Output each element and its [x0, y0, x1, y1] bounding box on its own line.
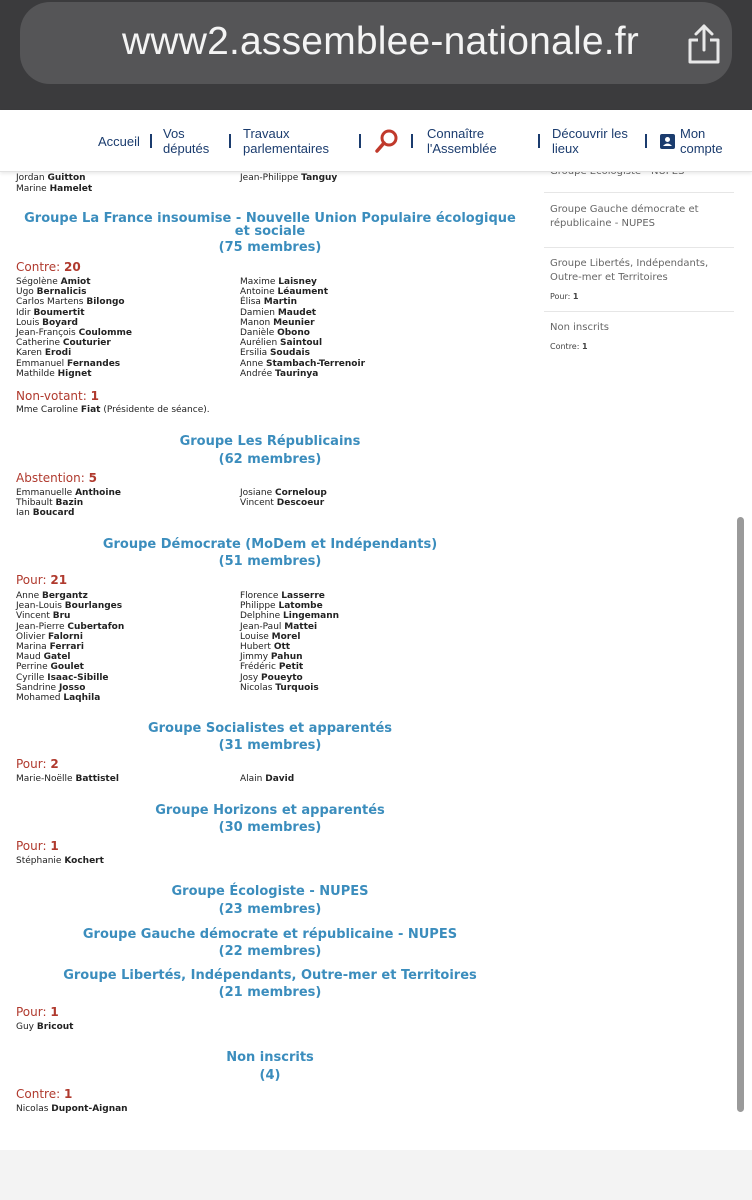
- last-name: Bernalicis: [36, 287, 87, 298]
- list-item: [240, 173, 337, 183]
- last-name: Lingemann: [283, 611, 340, 622]
- deputy-name[interactable]: [240, 369, 365, 379]
- sidebar-item-label: Groupe Libertés, Indépendants, Outre-mer et Territoires: [550, 258, 709, 283]
- nav-vos-deputes-line1: Vos: [163, 126, 185, 141]
- deputy-name[interactable]: [240, 498, 327, 508]
- group-count: (21 membres): [218, 985, 322, 1000]
- first-name: Louis: [16, 317, 43, 328]
- first-name: Sandrine: [16, 682, 59, 693]
- last-name: Pahun: [270, 652, 303, 663]
- deputy-name[interactable]: [240, 622, 339, 632]
- group-count: (31 membres): [218, 738, 322, 753]
- group-title[interactable]: Groupe Les Républicains: [179, 434, 361, 449]
- nav-vos-deputes-line2: députés: [163, 141, 210, 156]
- deputy-name[interactable]: [240, 277, 365, 287]
- position-label: Non-votant:: [16, 389, 87, 403]
- first-name: Jordan: [16, 173, 48, 183]
- last-name: Bilongo: [86, 297, 125, 308]
- deputy-name[interactable]: [16, 642, 124, 652]
- nav-travaux[interactable]: [243, 126, 329, 156]
- last-name: Latombe: [278, 601, 323, 612]
- deputy-name[interactable]: [240, 652, 339, 662]
- deputy-name[interactable]: [16, 1104, 128, 1114]
- group-count: (23 membres): [218, 902, 322, 917]
- group-count: (4): [259, 1068, 281, 1083]
- first-name: Marine: [16, 184, 50, 194]
- names-column-1: [16, 774, 119, 784]
- nav-mon-compte[interactable]: [680, 126, 723, 156]
- first-name: Élisa: [240, 297, 264, 308]
- names-column-2: [240, 591, 339, 693]
- last-name: Taurinya: [275, 368, 319, 379]
- group-title[interactable]: Groupe Horizons et apparentés: [155, 803, 385, 818]
- last-name: Soudais: [269, 348, 310, 359]
- deputy-name[interactable]: [240, 591, 339, 601]
- nav-compte-line1: Mon: [680, 126, 706, 141]
- deputy-name[interactable]: [16, 1022, 74, 1032]
- first-name: Thibault: [16, 498, 56, 509]
- result-label: Pour:: [550, 292, 571, 301]
- last-name: Laisney: [278, 277, 317, 287]
- first-name: Andrée: [240, 368, 276, 379]
- last-name: Mattei: [284, 621, 318, 632]
- last-name: Cubertafon: [67, 621, 125, 632]
- nav-separator: [411, 134, 413, 148]
- deputy-name[interactable]: [16, 488, 121, 498]
- group-title[interactable]: Groupe Libertés, Indépendants, Outre-mer et Territoires: [63, 968, 477, 983]
- group-count: (75 membres): [218, 240, 322, 255]
- last-name: Josso: [58, 682, 86, 693]
- names-column-1: [16, 488, 121, 519]
- nav-travaux-line1: Travaux: [243, 126, 290, 141]
- nav-separator: [645, 134, 647, 148]
- first-name: Jean-Philippe: [240, 173, 302, 183]
- first-name: Manon: [240, 317, 274, 328]
- group-count: (51 membres): [218, 554, 322, 569]
- last-name: Hamelet: [49, 184, 93, 194]
- deputy-name[interactable]: [16, 348, 132, 358]
- deputy-name[interactable]: [240, 488, 327, 498]
- group-count: (62 membres): [218, 452, 322, 467]
- url-text[interactable]: www2.assemblee-nationale.fr: [122, 20, 639, 63]
- first-name: Hubert: [240, 642, 274, 653]
- first-name: Maud: [16, 652, 44, 663]
- last-name: Goulet: [50, 662, 84, 673]
- sidebar-item-result: [550, 292, 734, 301]
- last-name: Amiot: [60, 277, 91, 287]
- deputy-name[interactable]: [240, 642, 339, 652]
- first-name: Karen: [16, 348, 45, 359]
- position-label: Pour:: [16, 1005, 47, 1019]
- deputy-name[interactable]: [16, 774, 119, 784]
- last-name: Ferrari: [49, 642, 84, 653]
- last-name: Bricout: [36, 1022, 74, 1032]
- position-label: Pour:: [16, 573, 47, 587]
- page-footer: [0, 1150, 752, 1200]
- first-name: Stéphanie: [16, 856, 65, 866]
- last-name: Bourlanges: [64, 601, 123, 612]
- first-name: Jean-Louis: [16, 601, 65, 612]
- first-name: Jean-Paul: [240, 621, 285, 632]
- first-name: Idir: [16, 307, 34, 318]
- first-name: Ian: [16, 508, 33, 519]
- deputy-name[interactable]: [16, 611, 124, 621]
- first-name: Damien: [240, 307, 278, 318]
- last-name: Battistel: [75, 774, 119, 784]
- deputy-name[interactable]: [16, 318, 132, 328]
- last-name: Isaac-Sibille: [47, 672, 109, 683]
- deputy-name[interactable]: [240, 348, 365, 358]
- deputy-name[interactable]: [16, 328, 132, 338]
- deputy-name[interactable]: [16, 359, 132, 369]
- first-name: Delphine: [240, 611, 283, 622]
- deputy-name[interactable]: [240, 673, 339, 683]
- deputy-name[interactable]: [16, 508, 121, 518]
- first-name: Anne: [16, 591, 42, 601]
- position-label: Pour:: [16, 839, 47, 853]
- position-contre: [16, 1087, 72, 1101]
- share-icon[interactable]: [684, 22, 724, 66]
- deputy-name[interactable]: [16, 338, 132, 348]
- sidebar-item-label: Non inscrits: [550, 322, 609, 333]
- first-name: Mohamed: [16, 693, 64, 704]
- first-name: Cyrille: [16, 672, 48, 683]
- position-count: 1: [50, 1005, 59, 1019]
- list-item: [16, 184, 92, 194]
- deputy-name[interactable]: [16, 308, 132, 318]
- first-name: Nicolas: [240, 682, 276, 693]
- first-name: Jean-François: [16, 328, 79, 339]
- deputy-name[interactable]: [240, 683, 339, 693]
- first-name: Josiane: [240, 488, 275, 498]
- position-count: 21: [50, 573, 68, 587]
- deputy-name[interactable]: [240, 774, 294, 784]
- deputy-name[interactable]: [16, 601, 124, 611]
- group-title[interactable]: Groupe Écologiste - NUPES: [171, 884, 369, 899]
- last-name: Hignet: [57, 368, 92, 379]
- group-title[interactable]: Groupe La France insoumise - Nouvelle Union Populaire écologique et sociale: [24, 211, 516, 239]
- last-name: Fernandes: [67, 358, 121, 369]
- last-name: Tanguy: [301, 173, 338, 183]
- last-name: Descoeur: [276, 498, 325, 509]
- first-name: Vincent: [240, 498, 277, 509]
- position-contre: [16, 260, 81, 274]
- first-name: Florence: [240, 591, 282, 601]
- deputy-name[interactable]: [16, 693, 124, 703]
- deputy-name[interactable]: [16, 369, 132, 379]
- search-icon[interactable]: [374, 128, 400, 154]
- sidebar-item-ni[interactable]: [544, 312, 734, 360]
- first-name: Antoine: [240, 287, 278, 298]
- position-pour: [16, 573, 67, 587]
- first-name: Mathilde: [16, 368, 58, 379]
- deputy-name[interactable]: [240, 318, 365, 328]
- last-name: Turquois: [275, 682, 319, 693]
- first-name: Louise: [240, 631, 272, 642]
- first-name: Danièle: [240, 328, 278, 339]
- first-name: Ségolène: [16, 277, 61, 287]
- last-name: Gatel: [43, 652, 71, 663]
- last-name: Boyard: [42, 317, 78, 328]
- position-label: Abstention:: [16, 471, 85, 485]
- note-prefix: Mme Caroline: [16, 405, 81, 415]
- last-name: Poueyto: [261, 672, 303, 683]
- first-name: Olivier: [16, 631, 49, 642]
- first-name: Catherine: [16, 338, 63, 349]
- deputy-name[interactable]: [16, 498, 121, 508]
- vote-results: [0, 172, 540, 1132]
- address-bar[interactable]: [20, 2, 732, 84]
- browser-toolbar: [0, 0, 752, 110]
- first-name: Josy: [240, 672, 262, 683]
- first-name: Ugo: [16, 287, 37, 298]
- first-name: Anne: [240, 358, 266, 369]
- first-name: Marina: [16, 642, 50, 653]
- last-name: Bru: [52, 611, 71, 622]
- deputy-name[interactable]: [240, 601, 339, 611]
- deputy-name[interactable]: [16, 591, 124, 601]
- deputy-name[interactable]: [240, 611, 339, 621]
- sidebar-item-gdr[interactable]: [544, 193, 734, 248]
- first-name: Vincent: [16, 611, 53, 622]
- position-count: 2: [50, 757, 59, 771]
- deputy-name[interactable]: [240, 359, 365, 369]
- last-name: Petit: [278, 662, 304, 673]
- position-pour: [16, 757, 59, 771]
- deputy-name[interactable]: [240, 287, 365, 297]
- first-name: Frédéric: [240, 662, 279, 673]
- deputy-name[interactable]: [16, 632, 124, 642]
- names-column-1: [16, 591, 124, 703]
- nav-decouvrir-line1: Découvrir les: [552, 126, 628, 141]
- deputy-name[interactable]: [16, 856, 104, 866]
- position-abstention: [16, 471, 97, 485]
- result-label: Contre:: [550, 342, 580, 351]
- first-name: Jimmy: [240, 652, 271, 663]
- last-name: Couturier: [62, 338, 111, 349]
- last-name: Dupont-Aignan: [51, 1104, 128, 1114]
- deputy-name[interactable]: [16, 652, 124, 662]
- first-name: Philippe: [240, 601, 279, 612]
- group-title[interactable]: Groupe Gauche démocrate et républicaine - NUPES: [82, 927, 458, 942]
- nav-separator: [150, 134, 152, 148]
- names-column-1: [16, 856, 104, 866]
- group-count: (30 membres): [218, 820, 322, 835]
- last-name: Bazin: [55, 498, 84, 509]
- last-name: Stambach-Terrenoir: [265, 358, 366, 369]
- last-name: Meunier: [273, 317, 315, 328]
- nav-decouvrir[interactable]: [552, 126, 628, 156]
- last-name: Guitton: [47, 173, 86, 183]
- account-icon[interactable]: [660, 134, 675, 149]
- position-label: Contre:: [16, 1087, 61, 1101]
- nav-vos-deputes[interactable]: [163, 126, 209, 156]
- first-name: Maxime: [240, 277, 279, 287]
- deputy-name[interactable]: [240, 297, 365, 307]
- nav-separator: [538, 134, 540, 148]
- names-column-2: [240, 277, 365, 379]
- names-column-1: [16, 1022, 74, 1032]
- nav-accueil-label: Accueil: [98, 134, 140, 149]
- first-name: Emmanuel: [16, 358, 68, 369]
- deputy-name[interactable]: [240, 632, 339, 642]
- first-name: Aurélien: [240, 338, 281, 349]
- last-name: Boumertit: [33, 307, 85, 318]
- position-count: 1: [50, 839, 59, 853]
- scrollbar[interactable]: [737, 517, 744, 1112]
- deputy-name[interactable]: [16, 683, 124, 693]
- last-name: Obono: [277, 328, 310, 339]
- sidebar-item-liot[interactable]: [544, 248, 734, 312]
- first-name: Ersilia: [240, 348, 270, 359]
- site-navigation: [0, 110, 752, 172]
- position-count: 20: [63, 260, 81, 274]
- last-name: Kochert: [64, 856, 104, 866]
- result-count: 1: [581, 342, 588, 351]
- last-name: Morel: [271, 631, 301, 642]
- deputy-name[interactable]: [16, 673, 124, 683]
- deputy-name[interactable]: [16, 297, 132, 307]
- nav-connaitre[interactable]: [427, 126, 497, 156]
- position-pour: [16, 1005, 59, 1019]
- last-name: Erodi: [44, 348, 72, 359]
- position-label: Contre:: [16, 260, 61, 274]
- names-column-2: [240, 488, 327, 508]
- group-title[interactable]: Groupe Démocrate (MoDem et Indépendants): [102, 537, 438, 552]
- nav-separator: [229, 134, 231, 148]
- last-name: Corneloup: [274, 488, 327, 498]
- last-name: Ott: [273, 642, 291, 653]
- last-name: Coulomme: [78, 328, 132, 339]
- deputy-name[interactable]: [240, 328, 365, 338]
- nonvotant-note: [16, 405, 210, 415]
- first-name: Perrine: [16, 662, 51, 673]
- sidebar-item-result: [550, 342, 734, 351]
- deputy-name[interactable]: [16, 622, 124, 632]
- deputy-name[interactable]: [16, 662, 124, 672]
- last-name: Anthoine: [75, 488, 121, 498]
- deputy-name[interactable]: [16, 277, 132, 287]
- first-name: Nicolas: [16, 1104, 52, 1114]
- last-name: David: [265, 774, 295, 784]
- names-column-2: [240, 774, 294, 784]
- first-name: Jean-Pierre: [16, 621, 68, 632]
- group-count: (22 membres): [218, 944, 322, 959]
- list-item: [16, 173, 86, 183]
- first-name: Marie-Noëlle: [16, 774, 76, 784]
- last-name: Léaument: [277, 287, 329, 298]
- last-name: Falorni: [48, 631, 83, 642]
- last-name: Boucard: [32, 508, 75, 519]
- position-pour: [16, 839, 59, 853]
- last-name: Maudet: [277, 307, 317, 318]
- position-count: 5: [88, 471, 97, 485]
- note-suffix: (Présidente de séance).: [100, 405, 210, 415]
- nav-travaux-line2: parlementaires: [243, 141, 329, 156]
- first-name: Emmanuelle: [16, 488, 76, 498]
- nav-accueil[interactable]: [98, 134, 140, 149]
- position-count: 1: [90, 389, 99, 403]
- first-name: Guy: [16, 1022, 37, 1032]
- group-summary-sidebar: [544, 160, 736, 560]
- nav-connaitre-line2: l'Assemblée: [427, 141, 497, 156]
- names-column-1: [16, 277, 132, 379]
- deputy-name[interactable]: [240, 308, 365, 318]
- sidebar-item-label: Groupe Gauche démocrate et républicaine - NUPES: [550, 204, 699, 229]
- last-name: Saintoul: [280, 338, 323, 349]
- position-nonvotant: [16, 389, 99, 403]
- note-name: Fiat: [80, 405, 101, 415]
- result-count: 1: [572, 292, 579, 301]
- nav-compte-line2: compte: [680, 141, 723, 156]
- nav-connaitre-line1: Connaître: [427, 126, 485, 141]
- first-name: Alain: [240, 774, 266, 784]
- deputy-name[interactable]: [240, 662, 339, 672]
- first-name: Carlos Martens: [16, 297, 87, 308]
- user-icon: [660, 134, 675, 149]
- nav-separator: [359, 134, 361, 148]
- last-name: Martin: [263, 297, 298, 308]
- deputy-name[interactable]: [16, 287, 132, 297]
- last-name: Laqhila: [63, 693, 101, 704]
- nav-decouvrir-line2: lieux: [552, 141, 579, 156]
- last-name: Bergantz: [41, 591, 88, 601]
- deputy-name[interactable]: [240, 338, 365, 348]
- last-name: Lasserre: [281, 591, 325, 601]
- position-label: Pour:: [16, 757, 47, 771]
- position-count: 1: [63, 1087, 73, 1101]
- names-column-1: [16, 1104, 128, 1114]
- group-title[interactable]: Groupe Socialistes et apparentés: [147, 721, 393, 736]
- group-title[interactable]: Non inscrits: [226, 1050, 314, 1065]
